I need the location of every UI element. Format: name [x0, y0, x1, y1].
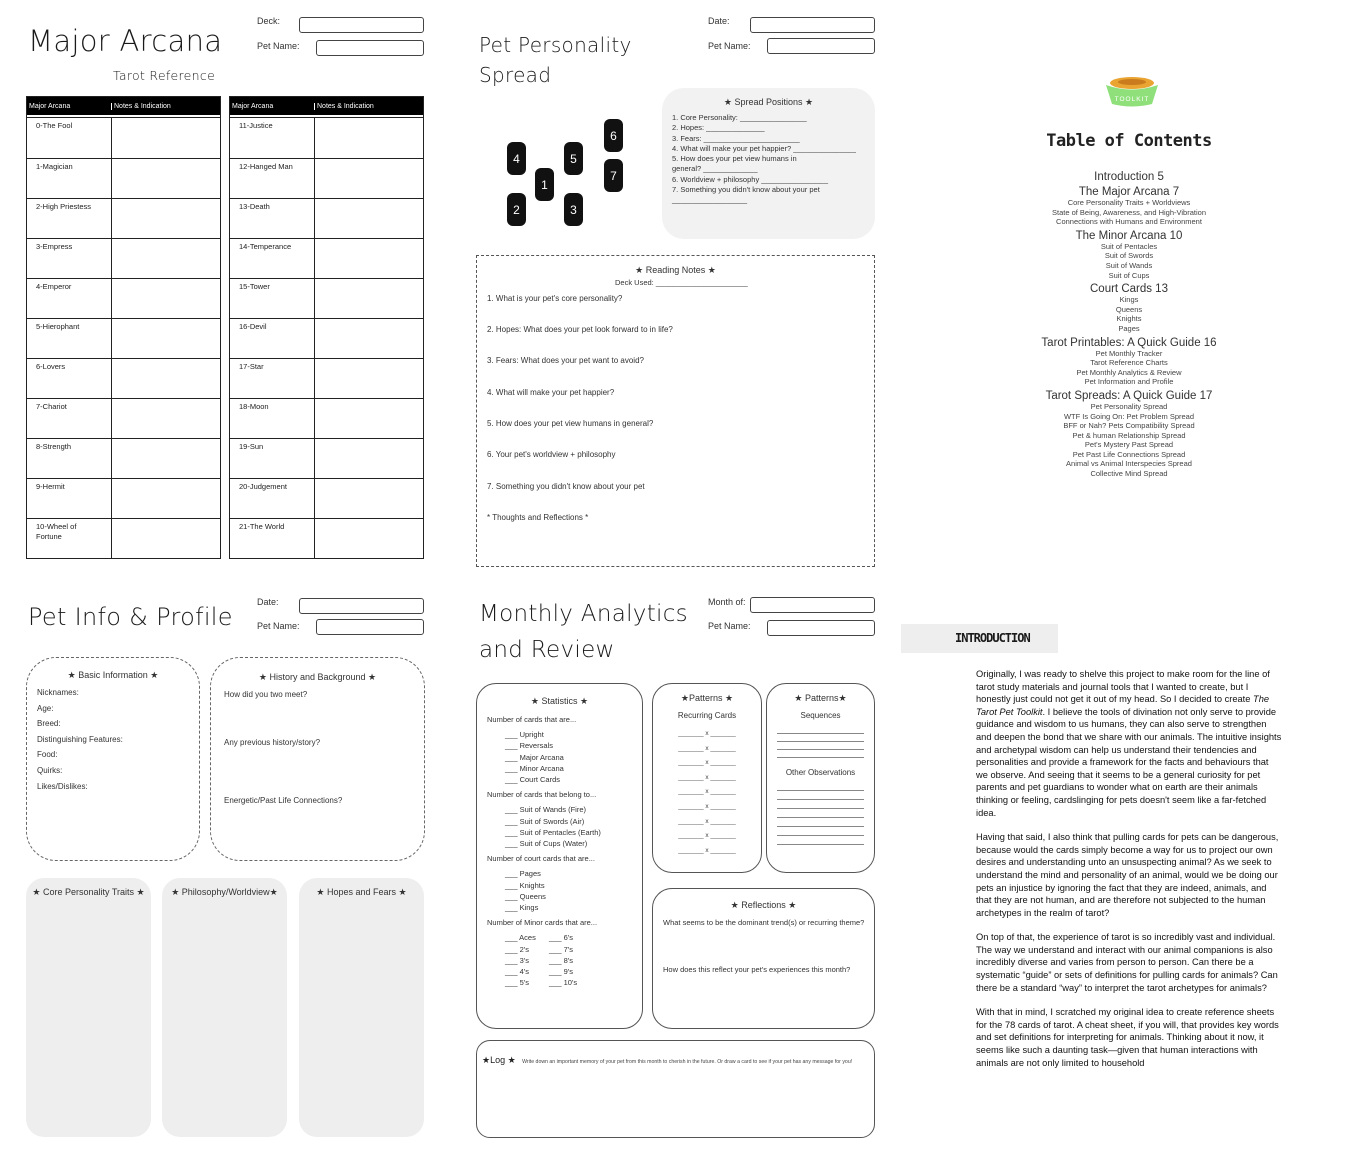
- stats-item[interactable]: ___ 9's: [549, 967, 573, 977]
- position-item: 2. Hopes: ______________: [672, 123, 765, 133]
- spread-title: [479, 30, 632, 90]
- recurring-line[interactable]: _______ x _______: [678, 788, 736, 796]
- stats-item[interactable]: ___ 2's: [505, 944, 529, 954]
- basic-field[interactable]: Distinguishing Features:: [37, 734, 123, 744]
- toc-heading[interactable]: Tarot Printables: A Quick Guide 16: [1041, 336, 1217, 349]
- philosophy-title: ★ Philosophy/Worldview★: [171, 887, 278, 897]
- statistics-list: [487, 714, 637, 988]
- toc-heading[interactable]: The Minor Arcana 10: [1075, 229, 1183, 242]
- reflections-title: ★ Reflections ★: [730, 900, 797, 910]
- toc-item[interactable]: Pages: [1118, 323, 1140, 333]
- intro-paragraph: Having that said, I also think that pulling cards for pets can be dangerous, because would the cards simply become a way for us to project our own desires and understanding unto an unsuspecting animal? As we seek to understand the mind and personality of an animal, would we be doing our pets an injustice by ignoring the fact that they are indeed, animals, and that they are not human, and are therefore not subjected to the human archetypes in the realm of tarot?: [976, 832, 1279, 918]
- spread-card-4[interactable]: 4: [507, 142, 526, 175]
- hopes-fears-box[interactable]: [299, 878, 424, 1137]
- arcana-card: 15-Tower: [230, 279, 315, 318]
- stats-item[interactable]: ___ Minor Arcana: [505, 763, 564, 773]
- stats-item[interactable]: ___ Suit of Pentacles (Earth): [505, 827, 601, 837]
- notes-cell[interactable]: [112, 279, 220, 318]
- toc-item[interactable]: Queens: [1115, 304, 1143, 314]
- reading-question[interactable]: * Thoughts and Reflections *: [487, 513, 589, 522]
- notes-cell[interactable]: [112, 439, 220, 478]
- stats-question: Number of Minor cards that are...: [487, 918, 598, 928]
- recurring-cards-label: Recurring Cards: [677, 711, 737, 720]
- toc-item[interactable]: Suit of Cups: [1108, 270, 1150, 280]
- log-title: ★Log ★: [482, 1055, 516, 1065]
- reading-question[interactable]: 1. What is your pet's core personality?: [487, 294, 623, 303]
- other-observations-label: Other Observations: [785, 768, 856, 777]
- toc-heading[interactable]: Tarot Spreads: A Quick Guide 17: [1045, 389, 1213, 402]
- notes-cell[interactable]: [112, 159, 220, 198]
- pet-name-label: Pet Name:: [708, 41, 751, 51]
- page-subtitle: Tarot Reference: [113, 68, 216, 83]
- stats-item[interactable]: ___ Aces: [505, 933, 536, 943]
- spread-card-5[interactable]: 5: [564, 142, 583, 175]
- toc-item[interactable]: WTF Is Going On: Pet Problem Spread: [1063, 411, 1195, 421]
- basic-info-title: ★ Basic Information ★: [67, 670, 159, 680]
- stats-item[interactable]: ___ 7's: [549, 944, 573, 954]
- recurring-line[interactable]: _______ x _______: [678, 817, 736, 825]
- toc-item[interactable]: Suit of Swords: [1104, 251, 1154, 261]
- stats-question: Number of court cards that are...: [487, 854, 595, 864]
- log-hint: Write down an important memory of your pet from this month to cherish in the future. Or draw a card to see if your pet has any message for you!: [522, 1059, 853, 1065]
- notes-cell[interactable]: [315, 479, 423, 518]
- patterns-sequences-box: [766, 683, 875, 873]
- spread-card-1[interactable]: 1: [535, 168, 554, 201]
- toc-item[interactable]: Suit of Pentacles: [1100, 241, 1158, 251]
- spread-card-7[interactable]: 7: [604, 159, 623, 192]
- pet-name-field[interactable]: [316, 619, 424, 635]
- position-item: 7. Something you didn't know about your pet __________________: [672, 185, 820, 205]
- pet-name-label: Pet Name:: [708, 621, 751, 631]
- reflection-question[interactable]: What seems to be the dominant trend(s) or recurring theme?: [663, 918, 865, 927]
- sequence-lines[interactable]: [777, 726, 864, 758]
- deck-used: Deck Used: ______________________: [615, 278, 748, 287]
- stats-question: Number of cards that are...: [487, 715, 577, 724]
- stats-item[interactable]: ___ 6's: [549, 933, 573, 943]
- recurring-lines[interactable]: [653, 727, 761, 858]
- spread-card-6[interactable]: 6: [604, 119, 623, 152]
- intro-p1-a: Originally, I was ready to shelve this project to make room for the line of tarot study materials and journal tools that I wanted to create, but I honestly just could not get it out of my head. So I decided to create: [976, 669, 1270, 705]
- stats-item[interactable]: ___ Queens: [505, 891, 546, 901]
- reflection-question[interactable]: How does this reflect your pet's experiences this month?: [663, 965, 851, 974]
- reading-question[interactable]: 2. Hopes: What does your pet look forward to in life?: [487, 325, 673, 334]
- toc-item[interactable]: State of Being, Awareness, and High-Vibration: [1052, 207, 1206, 217]
- arcana-card: 14-Temperance: [230, 239, 315, 278]
- monthly-title: [479, 596, 688, 668]
- stats-item[interactable]: ___ Pages: [505, 869, 541, 879]
- stats-item[interactable]: ___ Court Cards: [505, 775, 561, 785]
- patterns-title: ★Patterns ★: [680, 693, 734, 703]
- sequences-label: Sequences: [800, 711, 841, 720]
- patterns-title: ★ Patterns★: [794, 693, 847, 703]
- pet-bowl-logo: [1102, 72, 1162, 108]
- spread-title-line-1: Pet Personality: [479, 33, 632, 57]
- recurring-line[interactable]: _______ x _______: [678, 744, 736, 752]
- deck-label: Deck:: [257, 16, 281, 26]
- toc-item[interactable]: Pet & human Relationship Spread: [1072, 430, 1186, 440]
- pet-name-label: Pet Name:: [257, 41, 300, 51]
- notes-cell[interactable]: [315, 199, 423, 238]
- history-question[interactable]: Energetic/Past Life Connections?: [224, 796, 343, 805]
- toc-item[interactable]: Animal vs Animal Interspecies Spread: [1066, 459, 1192, 469]
- stats-item[interactable]: ___ 4's: [505, 967, 529, 977]
- spread-card-2[interactable]: 2: [507, 193, 526, 226]
- pet-name-field[interactable]: [767, 38, 875, 54]
- reading-question[interactable]: 7. Something you didn't know about your pet: [487, 482, 645, 491]
- toc-title: Table of Contents: [1046, 131, 1212, 151]
- toc-heading[interactable]: Court Cards 13: [1090, 283, 1168, 296]
- stats-item[interactable]: ___ 3's: [505, 955, 529, 965]
- basic-field[interactable]: Food:: [37, 750, 58, 760]
- reading-question[interactable]: 5. How does your pet view humans in general?: [487, 419, 654, 428]
- stats-item[interactable]: ___ 8's: [549, 955, 573, 965]
- intro-paragraph: On top of that, the experience of tarot is so incredibly vast and individual. The way we understand and interact with our animal companions is also incredibly diverse and varies from person to person. Can there be a systematic “guide” or sets of definitions for pulling cards for animals? Can there be a standard “way” to interpret the tarot archetypes for animals?: [976, 932, 1278, 993]
- toc-list: [1010, 171, 1248, 479]
- arcana-card: 9-Hermit: [27, 479, 112, 518]
- notes-cell[interactable]: [112, 239, 220, 278]
- stats-item[interactable]: ___ Suit of Cups (Water): [505, 839, 588, 849]
- toc-item[interactable]: Kings: [1119, 295, 1139, 305]
- pet-name-label: Pet Name:: [257, 621, 300, 631]
- arcana-card: 21-The World: [230, 519, 315, 558]
- toc-item[interactable]: Pet Personality Spread: [1090, 401, 1168, 411]
- arcana-card: 10-Wheel of Fortune: [27, 519, 112, 558]
- observation-lines[interactable]: [777, 782, 864, 845]
- month-label: Month of:: [708, 597, 746, 607]
- basic-field[interactable]: Nicknames:: [37, 688, 79, 697]
- spread-title-line-2: Spread: [479, 63, 552, 87]
- core-traits-title: ★ Core Personality Traits ★: [32, 887, 145, 897]
- notes-cell[interactable]: [112, 479, 220, 518]
- notes-cell[interactable]: [315, 159, 423, 198]
- stats-item[interactable]: ___ 10's: [549, 978, 578, 988]
- intro-p1-emphasis: The Tarot Pet Toolkit: [976, 694, 1270, 717]
- col-header: Major Arcana: [230, 103, 315, 110]
- arcana-card: 6-Lovers: [27, 359, 112, 398]
- intro-p1-b: . I believe the tools of divination not only serve to provide guidance and wisdom to us humans, they can also serve to strengthen and deepen the bond that we share with our animals. The intuitive insights and archetypal wisdom can help us understand their tendencies and personalities and provide a framework for the facts and behaviours that we observe. And seeing that it seems to be a general curiosity for pet parents and pet guardians to wonder what on earth are their animals thinking or feeling, cardslinging for pets doesn't seem like a far-fetched idea.: [976, 706, 1282, 818]
- toc-item[interactable]: BFF or Nah? Pets Compatibility Spread: [1063, 421, 1195, 431]
- arcana-card: 13-Death: [230, 199, 315, 238]
- spread-card-3[interactable]: 3: [564, 193, 583, 226]
- reading-question[interactable]: 6. Your pet's worldview + philosophy: [487, 450, 616, 459]
- toc-heading[interactable]: The Major Arcana 7: [1078, 186, 1180, 198]
- stats-item[interactable]: ___ Kings: [505, 903, 539, 913]
- arcana-card: 12-Hanged Man: [230, 159, 315, 198]
- basic-field[interactable]: Age:: [37, 703, 54, 713]
- stats-item[interactable]: ___ Upright: [505, 730, 544, 740]
- spread-positions-box: [662, 88, 875, 239]
- position-item: 5. How does your pet view humans in: [672, 154, 797, 164]
- toc-item[interactable]: Suit of Wands: [1105, 260, 1153, 270]
- toc-item[interactable]: Knights: [1116, 314, 1142, 324]
- stats-item[interactable]: ___ Major Arcana: [505, 752, 564, 762]
- notes-cell[interactable]: [112, 319, 220, 358]
- recurring-line[interactable]: _______ x _______: [678, 832, 736, 840]
- monthly-title-line-2: and Review: [479, 637, 615, 663]
- recurring-line[interactable]: _______ x _______: [678, 802, 736, 810]
- notes-cell[interactable]: [315, 359, 423, 398]
- arcana-card: 1-Magician: [27, 159, 112, 198]
- basic-field[interactable]: Breed:: [37, 719, 61, 729]
- deck-field[interactable]: [299, 17, 424, 33]
- notes-cell[interactable]: [112, 118, 220, 158]
- toc-item[interactable]: Pet Monthly Analytics & Review: [1076, 367, 1182, 377]
- toc-item[interactable]: Tarot Reference Charts: [1090, 358, 1168, 368]
- date-field[interactable]: [299, 598, 424, 614]
- notes-cell[interactable]: [112, 519, 220, 558]
- stats-item[interactable]: ___ 5's: [505, 978, 529, 988]
- log-box[interactable]: [476, 1040, 875, 1138]
- notes-cell[interactable]: [315, 279, 423, 318]
- arcana-card: 4-Emperor: [27, 279, 112, 318]
- arcana-card: 16-Devil: [230, 319, 315, 358]
- toc-item[interactable]: Core Personality Traits + Worldviews: [1067, 198, 1191, 207]
- arcana-card: 11-Justice: [230, 118, 315, 158]
- reading-notes-box: [476, 255, 875, 567]
- arcana-card: 20-Judgement: [230, 479, 315, 518]
- spread-positions-title: ★ Spread Positions ★: [723, 97, 814, 107]
- basic-field[interactable]: Likes/Dislikes:: [37, 781, 88, 791]
- arcana-table-right: [229, 96, 424, 559]
- intro-body: [976, 668, 1282, 1081]
- toc-intro[interactable]: Introduction 5: [1094, 171, 1164, 183]
- toc-item[interactable]: Collective Mind Spread: [1090, 469, 1168, 479]
- reading-notes-title: ★ Reading Notes ★: [635, 265, 716, 275]
- toc-item[interactable]: Connections with Humans and Environment: [1056, 217, 1202, 227]
- notes-cell[interactable]: [315, 118, 423, 158]
- position-item: 4. What will make your pet happier? _______________: [672, 143, 856, 153]
- intro-heading: INTRODUCTION: [955, 631, 1030, 645]
- statistics-box: [476, 683, 643, 1029]
- stats-item[interactable]: ___ Suit of Swords (Air): [505, 816, 585, 826]
- col-header: Notes & Indication: [114, 102, 171, 110]
- core-traits-box[interactable]: [26, 878, 151, 1137]
- basic-field[interactable]: Quirks:: [37, 765, 63, 775]
- reading-question[interactable]: 3. Fears: What does your pet want to avoid?: [487, 356, 644, 365]
- notes-cell[interactable]: [112, 399, 220, 438]
- arcana-card: 3-Empress: [27, 239, 112, 278]
- arcana-card: 7-Chariot: [27, 399, 112, 438]
- toc-item[interactable]: Pet Information and Profile: [1084, 377, 1174, 387]
- notes-cell[interactable]: [112, 199, 220, 238]
- arcana-card: 0-The Fool: [27, 118, 112, 158]
- arcana-card: 17-Star: [230, 359, 315, 398]
- toc-item[interactable]: Pet's Mystery Past Spread: [1084, 440, 1174, 450]
- intro-paragraph: With that in mind, I scratched my original idea to create reference sheets for the 78 cards of tarot. A cheat sheet, if you will, that provides key words and set definitions for interpreting for animals. Thinking about it now, it seems like such a daunting task—given that human interactions with animals are not only limited to household: [976, 1007, 1279, 1068]
- date-label: Date:: [257, 597, 279, 607]
- notes-cell[interactable]: [315, 319, 423, 358]
- history-title: ★ History and Background ★: [258, 672, 377, 682]
- notes-cell[interactable]: [315, 239, 423, 278]
- stats-item[interactable]: ___ Suit of Wands (Fire): [505, 805, 587, 815]
- history-question[interactable]: Any previous history/story?: [224, 738, 321, 747]
- recurring-line[interactable]: _______ x _______: [678, 730, 736, 737]
- history-question[interactable]: How did you two meet?: [224, 690, 308, 699]
- hopes-fears-title: ★ Hopes and Fears ★: [316, 887, 407, 897]
- notes-cell[interactable]: [315, 519, 423, 558]
- col-header: Major Arcana: [27, 103, 112, 110]
- recurring-line[interactable]: _______ x _______: [678, 846, 736, 854]
- statistics-title: ★ Statistics ★: [530, 696, 589, 706]
- stats-question: Number of cards that belong to...: [487, 790, 597, 800]
- recurring-line[interactable]: _______ x _______: [678, 759, 736, 767]
- position-item: 1. Core Personality: ________________: [672, 113, 807, 122]
- pet-name-field[interactable]: [316, 40, 424, 56]
- toc-item[interactable]: Pet Past Life Connections Spread: [1072, 449, 1186, 459]
- arcana-table-left: [26, 96, 221, 559]
- notes-cell[interactable]: [315, 439, 423, 478]
- arcana-card: 2-High Priestess: [27, 199, 112, 238]
- date-field[interactable]: [750, 17, 875, 33]
- recurring-line[interactable]: _______ x _______: [678, 773, 736, 781]
- arcana-card: 18-Moon: [230, 399, 315, 438]
- basic-info-box: [26, 657, 200, 861]
- month-field[interactable]: [750, 597, 875, 613]
- stats-item[interactable]: ___ Reversals: [505, 741, 553, 751]
- notes-cell[interactable]: [315, 399, 423, 438]
- position-item: general? _____________: [672, 164, 758, 174]
- pet-info-title: Pet Info & Profile: [28, 603, 233, 631]
- date-label: Date:: [708, 16, 730, 26]
- col-header: Notes & Indication: [317, 102, 374, 110]
- pet-name-field[interactable]: [767, 620, 875, 636]
- intro-paragraph: [976, 668, 1282, 819]
- history-box: [210, 657, 425, 861]
- arcana-card: 5-Hierophant: [27, 319, 112, 358]
- monthly-title-line-1: Monthly Analytics: [479, 601, 688, 627]
- notes-cell[interactable]: [112, 359, 220, 398]
- arcana-card: 19-Sun: [230, 439, 315, 478]
- patterns-recurring-box: [652, 683, 762, 873]
- position-item: 3. Fears: _______________________: [672, 133, 800, 143]
- page-title: Major Arcana: [28, 24, 223, 58]
- reading-question[interactable]: 4. What will make your pet happier?: [487, 388, 615, 397]
- philosophy-box[interactable]: [162, 878, 287, 1137]
- logo-text: TOOLKIT: [1114, 96, 1150, 103]
- arcana-card: 8-Strength: [27, 439, 112, 478]
- position-item: 6. Worldview + philosophy ________________: [672, 174, 829, 184]
- stats-item[interactable]: ___ Knights: [505, 880, 545, 890]
- toc-item[interactable]: Pet Monthly Tracker: [1095, 348, 1163, 358]
- reflections-box: [652, 888, 875, 1029]
